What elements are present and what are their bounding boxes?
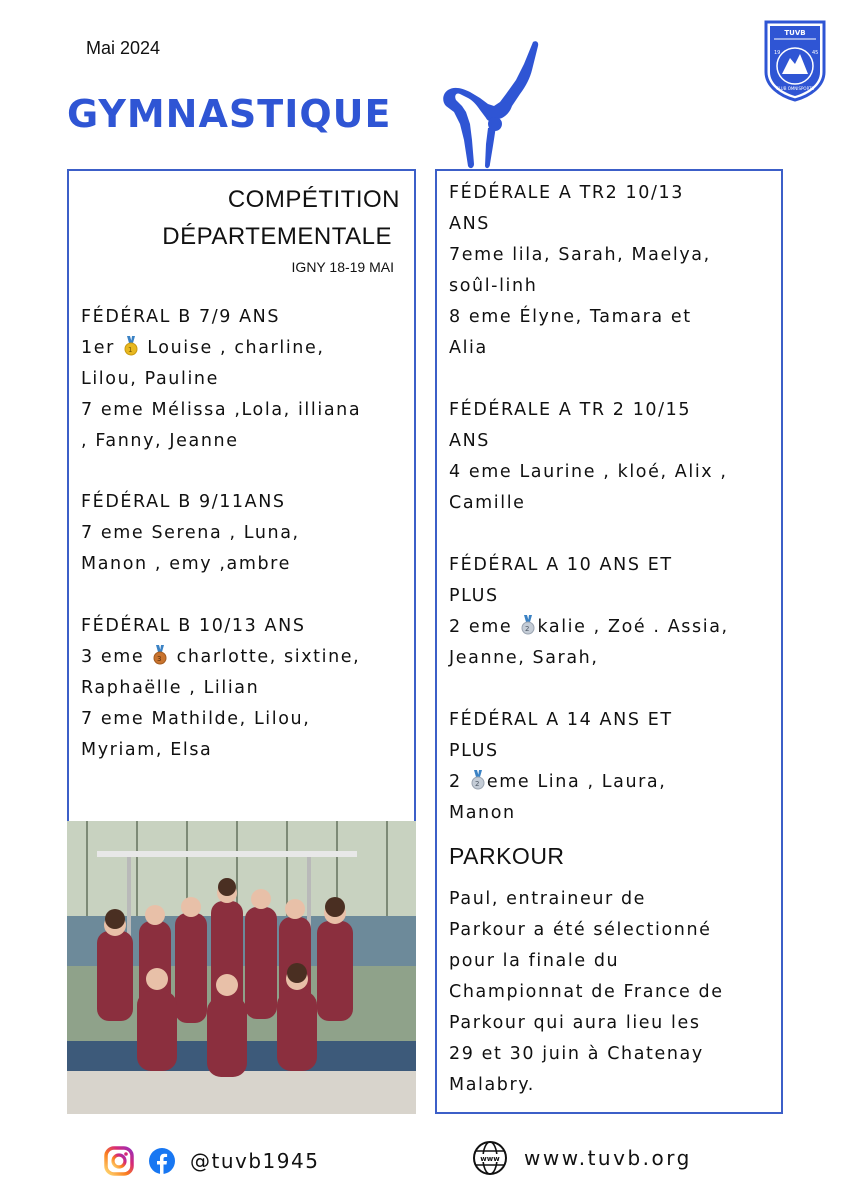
section-heading: FÉDÉRAL B 7/9 ANS bbox=[81, 307, 281, 327]
section-heading: FÉDÉRAL A 10 ANS ET bbox=[449, 555, 673, 575]
result-line: , Fanny, Jeanne bbox=[81, 431, 239, 451]
federal-results-panel bbox=[435, 169, 783, 1114]
result-line: 8 eme Élyne, Tamara et bbox=[449, 307, 692, 327]
parkour-text bbox=[449, 884, 783, 1101]
result-line: Camille bbox=[449, 493, 526, 513]
facebook-icon[interactable] bbox=[148, 1147, 176, 1175]
section-heading: FÉDÉRAL B 9/11ANS bbox=[81, 492, 286, 512]
result-line: Lilou, Pauline bbox=[81, 369, 219, 389]
section-heading-cont: ANS bbox=[449, 214, 490, 234]
issue-date: Mai 2024 bbox=[86, 38, 161, 58]
result-line: 1er 1 Louise , charline, bbox=[81, 338, 325, 358]
section-heading: FÉDÉRALE A TR 2 10/15 bbox=[449, 400, 692, 420]
result-line: 7 eme Serena , Luna, bbox=[81, 523, 300, 543]
section-heading: FÉDÉRAL B 10/13 ANS bbox=[81, 616, 306, 636]
page-title: GYMNASTIQUE bbox=[67, 92, 392, 136]
svg-text:www: www bbox=[480, 1155, 500, 1163]
parkour-line: 29 et 30 juin à Chatenay bbox=[449, 1044, 704, 1064]
results-federal-b-9-11 bbox=[81, 487, 413, 580]
social-links bbox=[104, 1146, 319, 1176]
result-line: 7 eme Mélissa ,Lola, illiana bbox=[81, 400, 362, 420]
svg-text:2: 2 bbox=[474, 780, 481, 788]
results-federale-a-tr2-10-15 bbox=[449, 395, 783, 519]
parkour-heading: PARKOUR bbox=[449, 843, 565, 869]
svg-text:CLUB OMNISPORTS: CLUB OMNISPORTS bbox=[775, 86, 815, 91]
results-federale-a-tr2-10-13 bbox=[449, 178, 783, 364]
result-line: 3 eme 3 charlotte, sixtine, bbox=[81, 647, 361, 667]
gold-medal-icon bbox=[124, 336, 138, 356]
result-line: 4 eme Laurine , kloé, Alix , bbox=[449, 462, 728, 482]
section-heading: FÉDÉRAL A 14 ANS ET bbox=[449, 710, 673, 730]
result-line: Alia bbox=[449, 338, 488, 358]
svg-text:19: 19 bbox=[774, 50, 781, 56]
results-federal-b-10-13 bbox=[81, 611, 413, 766]
parkour-line: Paul, entraineur de bbox=[449, 889, 647, 909]
svg-text:1: 1 bbox=[128, 346, 135, 354]
result-line: 7 eme Mathilde, Lilou, bbox=[81, 709, 311, 729]
team-photo bbox=[67, 821, 416, 1114]
parkour-line: Championnat de France de bbox=[449, 982, 724, 1002]
social-handle[interactable]: @tuvb1945 bbox=[190, 1149, 320, 1173]
result-line: Manon , emy ,ambre bbox=[81, 554, 291, 574]
svg-text:45: 45 bbox=[812, 50, 819, 56]
result-line: Manon bbox=[449, 803, 516, 823]
result-line: soûl-linh bbox=[449, 276, 538, 296]
result-line: 2 eme 2 kalie , Zoé . Assia, bbox=[449, 617, 729, 637]
results-federal-b-7-9 bbox=[81, 302, 413, 457]
results-federal-a-10-plus bbox=[449, 550, 783, 674]
svg-text:TUVB: TUVB bbox=[784, 29, 806, 37]
silver-medal-icon bbox=[471, 770, 485, 790]
result-line: Raphaëlle , Lilian bbox=[81, 678, 260, 698]
section-heading-cont: PLUS bbox=[449, 741, 499, 761]
parkour-line: pour la finale du bbox=[449, 951, 620, 971]
parkour-line: Malabry. bbox=[449, 1075, 535, 1095]
parkour-line: Parkour qui aura lieu les bbox=[449, 1013, 701, 1033]
svg-text:3: 3 bbox=[157, 655, 164, 663]
gymnast-silhouette-icon bbox=[440, 40, 550, 172]
competition-title-line-2: DÉPARTEMENTALE bbox=[162, 223, 392, 250]
results-federal-a-14-plus bbox=[449, 705, 783, 829]
result-line: 7eme lila, Sarah, Maelya, bbox=[449, 245, 711, 265]
result-line: Myriam, Elsa bbox=[81, 740, 213, 760]
result-line: Jeanne, Sarah, bbox=[449, 648, 599, 668]
competition-title-line-1: COMPÉTITION bbox=[227, 186, 400, 213]
website-url[interactable]: www.tuvb.org bbox=[524, 1146, 692, 1170]
website-link[interactable] bbox=[472, 1140, 692, 1176]
silver-medal-icon bbox=[521, 615, 535, 635]
svg-text:2: 2 bbox=[525, 625, 532, 633]
section-heading-cont: ANS bbox=[449, 431, 490, 451]
bronze-medal-icon bbox=[153, 645, 167, 665]
club-logo-icon bbox=[762, 18, 828, 102]
competition-title bbox=[162, 181, 400, 255]
instagram-icon[interactable] bbox=[104, 1146, 134, 1176]
parkour-line: Parkour a été sélectionné bbox=[449, 920, 712, 940]
competition-location-dates: IGNY 18-19 MAI bbox=[291, 259, 394, 275]
globe-icon bbox=[472, 1140, 508, 1176]
section-heading: FÉDÉRALE A TR2 10/13 bbox=[449, 183, 684, 203]
result-line: 2 2 eme Lina , Laura, bbox=[449, 772, 667, 792]
section-heading-cont: PLUS bbox=[449, 586, 499, 606]
